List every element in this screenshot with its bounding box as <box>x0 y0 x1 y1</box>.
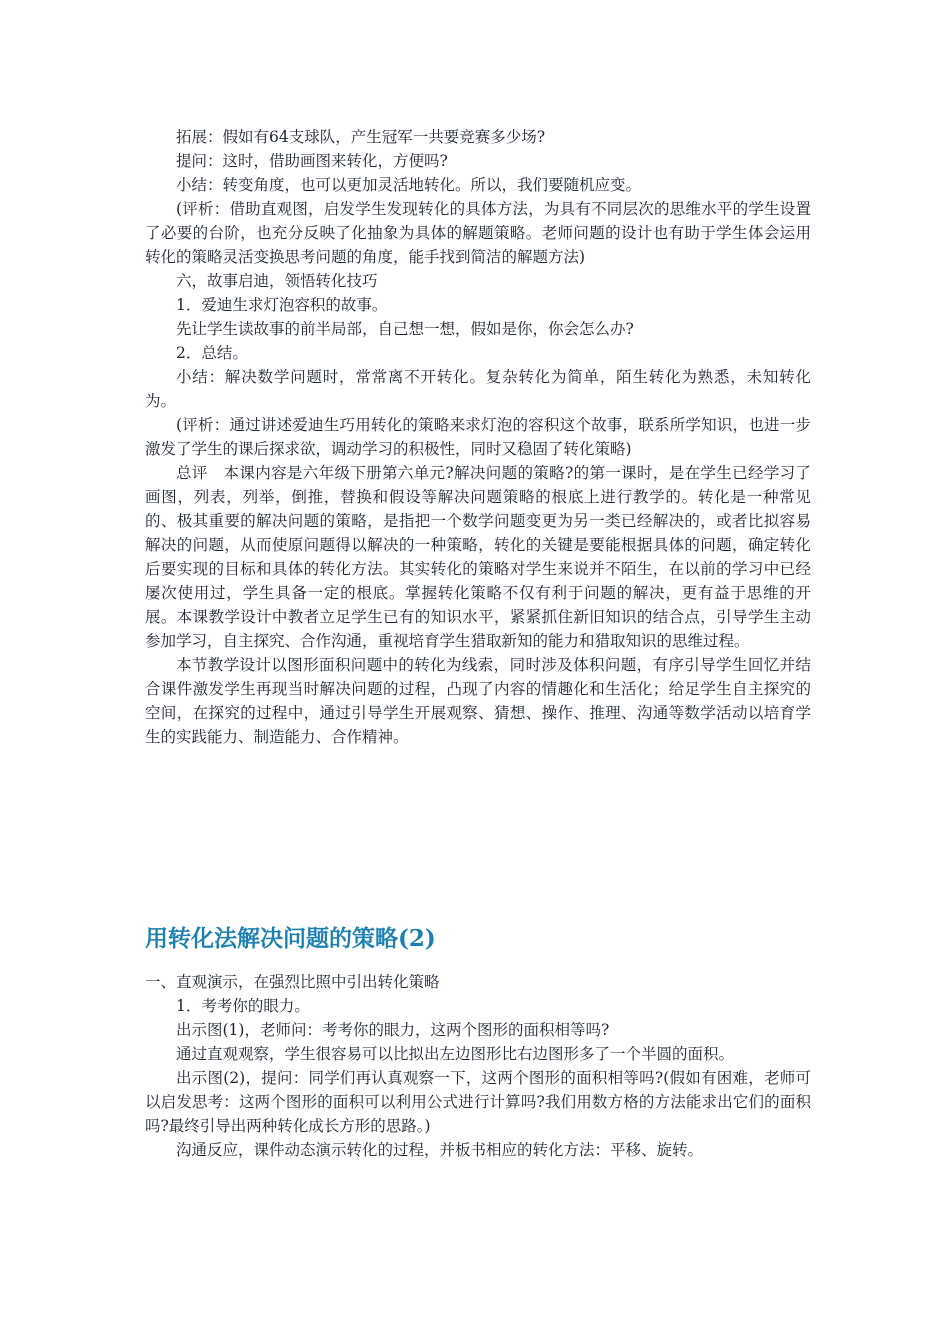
paragraph-read-story: 先让学生读故事的前半局部，自己想一想，假如是你，你会怎么办? <box>176 320 634 338</box>
subheading-intuitive-demo: 一、直观演示，在强烈比照中引出转化策略 <box>145 973 440 991</box>
paragraph-figure-2: 出示图(2)，提问：同学们再认真观察一下，这两个图形的面积相等吗?(假如有困难，老师可以启发思考：这两个图形的面积可以利用公式进行计算吗?我们用数方格的方法能求出它们的面积吗?最终引导出两种转化成长方形的思路。) <box>145 1069 811 1135</box>
paragraph-commentary-2: (评析：通过讲述爱迪生巧用转化的策略来求灯泡的容积这个故事，联系所学知识，也进一步激发了学生的课后探求欲，调动学习的积极性，同时又稳固了转化策略) <box>145 416 811 458</box>
paragraph-figure-1: 出示图(1)，老师问：考考你的眼力，这两个图形的面积相等吗? <box>176 1021 610 1039</box>
paragraph-summary-label: 2．总结。 <box>176 344 248 362</box>
paragraph-overall-review: 总评 本课内容是六年级下册第六单元?解决问题的策略?的第一课时，是在学生已经学习了画图，列表，列举，倒推，替换和假设等解决问题策略的根底上进行教学的。转化是一种常见的、极其重要的解决问题的策略，是指把一个数学问题变更为另一类已经解决的，或者比拟容易解决的问题，从而使原问题得以解决的一种策略，转化的关键是要能根据具体的问题，确定转化后要实现的目标和具体的转化方法。其实转化的策略对学生来说并不陌生，在以前的学习中已经屡次使用过，学生具备一定的根底。掌握转化策略不仅有利于问题的解决，更有益于思维的开展。本课教学设计中教者立足学生已有的知识水平，紧紧抓住新旧知识的结合点，引导学生主动参加学习，自主探究、合作沟通，重视培育学生猎取新知的能力和猎取知识的思维过程。 <box>145 464 811 650</box>
paragraph-observation: 通过直观观察，学生很容易可以比拟出左边图形比右边图形多了一个半圆的面积。 <box>176 1045 735 1063</box>
paragraph-summary-conversion: 小结：解决数学问题时，常常离不开转化。复杂转化为简单，陌生转化为熟悉，未知转化为。 <box>145 368 811 410</box>
section-one-body <box>145 125 811 749</box>
paragraph-edison-story: 1．爱迪生求灯泡容积的故事。 <box>176 296 388 314</box>
paragraph-section-six-heading: 六，故事启迪，领悟转化技巧 <box>176 272 378 290</box>
section-title: 用转化法解决问题的策略(2) <box>145 925 436 952</box>
paragraph-summary-angle: 小结：转变角度，也可以更加灵活地转化。所以，我们要随机应变。 <box>176 176 642 194</box>
paragraph-extension-question: 拓展：假如有64支球队，产生冠军一共要竞赛多少场? <box>176 128 546 146</box>
paragraph-drawing-question: 提问：这时，借助画图来转化，方便吗? <box>176 152 448 170</box>
paragraph-eyesight-test: 1．考考你的眼力。 <box>176 997 310 1015</box>
paragraph-design-review: 本节教学设计以图形面积问题中的转化为线索，同时涉及体积问题，有序引导学生回忆并结合课件激发学生再现当时解决问题的过程，凸现了内容的情趣化和生活化；给足学生自主探究的空间，在探究的过程中，通过引导学生开展观察、猜想、操作、推理、沟通等数学活动以培育学生的实践能力、制造能力、合作精神。 <box>145 656 811 746</box>
section-two-body <box>145 970 811 1162</box>
paragraph-demo-methods: 沟通反应，课件动态演示转化的过程，并板书相应的转化方法：平移、旋转。 <box>176 1141 704 1159</box>
paragraph-commentary-1: (评析：借助直观图，启发学生发现转化的具体方法，为具有不同层次的思维水平的学生设置了必要的台阶，也充分反映了化抽象为具体的解题策略。老师问题的设计也有助于学生体会运用转化的策略灵活变换思考问题的角度，能手找到简洁的解题方法) <box>145 200 811 266</box>
